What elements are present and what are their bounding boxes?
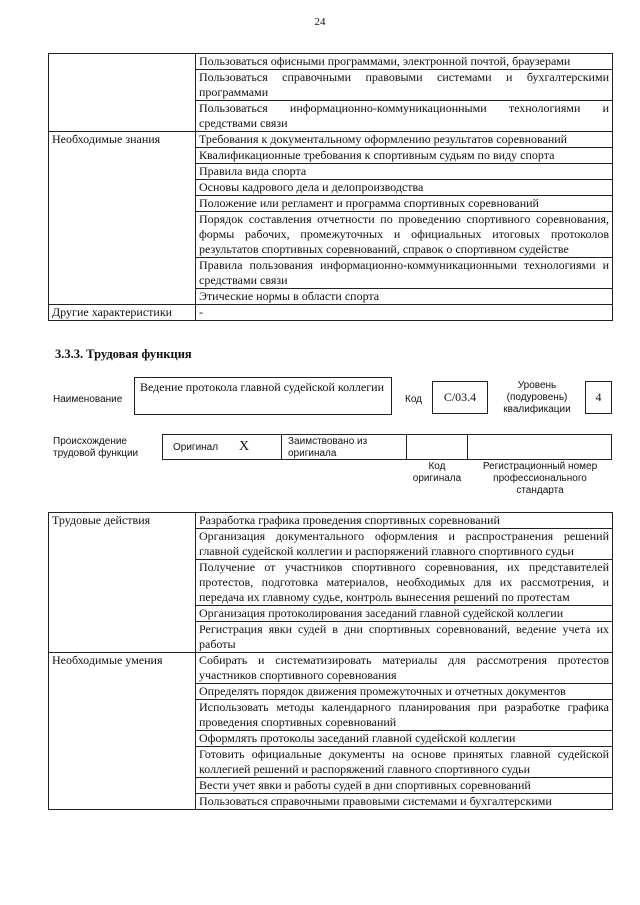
other-label: Другие характеристики [49, 305, 196, 321]
skills-label: Необходимые умения [49, 653, 196, 810]
table-cell: - [196, 305, 613, 321]
table-cell: Получение от участников спортивного соревнования, их представителей протестов, подготовка материалов, необходимых для их рассмотрения, и передача их главному судье, контроль вынесения решений по протестам [196, 560, 613, 606]
table-row [49, 653, 613, 684]
skills-knowledge-table [48, 53, 613, 321]
table-cell: Пользоваться справочными правовыми системами и бухгалтерскими [196, 794, 613, 810]
table-cell: Пользоваться информационно-коммуникационными технологиями и средствами связи [196, 101, 613, 132]
reg-number-label: Регистрационный номер профессионального стандарта [482, 461, 598, 496]
level-label: Уровень (подуровень) квалификации [503, 380, 571, 415]
code-label: Код [405, 394, 423, 405]
level-box [585, 381, 612, 414]
table-cell: Пользоваться офисными программами, электронной почтой, браузерами [196, 54, 613, 70]
table-cell: Порядок составления отчетности по проведению спортивного соревнования, формы рабочих, промежуточных и официальных итоговых протоколов результатов спортивных соревнований, справок о спортивном судействе [196, 212, 613, 258]
table-cell: Организация документального оформления и распространения решений главной судейской коллегии и распоряжений главного спортивного судьи [196, 529, 613, 560]
actions-label: Трудовые действия [49, 513, 196, 653]
table-cell: Организация протоколирования заседаний главной судейской коллегии [196, 606, 613, 622]
table-row [49, 305, 613, 321]
table-cell: Определять порядок движения промежуточных и отчетных документов [196, 684, 613, 700]
table-row [49, 54, 613, 70]
original-label: Оригинал [173, 442, 219, 453]
origin-label: Происхождение трудовой функции [53, 436, 139, 459]
skills-label-cell [49, 54, 196, 132]
original-box [162, 434, 282, 460]
table-cell: Требования к документальному оформлению результатов соревнований [196, 132, 613, 148]
page-number: 24 [314, 16, 326, 28]
table-row [49, 132, 613, 148]
table-cell: Основы кадрового дела и делопроизводства [196, 180, 613, 196]
reg-number-box [467, 434, 612, 460]
table-cell: Этические нормы в области спорта [196, 289, 613, 305]
table-cell: Готовить официальные документы на основе принятых главной судейской коллегией решений и распоряжений главного спортивного судьи [196, 747, 613, 778]
level-value: 4 [595, 390, 602, 404]
table-cell: Регистрация явки судей в дни спортивных соревнований, ведение учета их работы [196, 622, 613, 653]
section-heading: 3.3.3. Трудовая функция [55, 347, 192, 361]
table-cell: Квалификационные требования к спортивным судьям по виду спорта [196, 148, 613, 164]
table-cell: Вести учет явки и работы судей в дни спортивных соревнований [196, 778, 613, 794]
borrowed-box [281, 434, 407, 460]
actions-skills-table [48, 512, 613, 810]
orig-code-label: Код оригинала [412, 461, 462, 484]
original-mark: X [239, 439, 250, 454]
orig-code-box [406, 434, 468, 460]
table-row [49, 513, 613, 529]
knowledge-label: Необходимые знания [49, 132, 196, 305]
name-value: Ведение протокола главной судейской коллегии [140, 380, 385, 394]
table-cell: Использовать методы календарного планирования при разработке графика проведения спортивных соревнований [196, 700, 613, 731]
table-cell: Правила пользования информационно-коммуникационными технологиями и средствами связи [196, 258, 613, 289]
table-cell: Правила вида спорта [196, 164, 613, 180]
code-box [432, 381, 488, 414]
code-value: C/03.4 [443, 390, 477, 404]
borrowed-label: Заимствовано из оригинала [288, 436, 368, 459]
table-cell: Оформлять протоколы заседаний главной судейской коллегии [196, 731, 613, 747]
name-box [134, 377, 392, 415]
table-cell: Пользоваться справочными правовыми системами и бухгалтерскими программами [196, 70, 613, 101]
table-cell: Разработка графика проведения спортивных соревнований [196, 513, 613, 529]
table-cell: Положение или регламент и программа спортивных соревнований [196, 196, 613, 212]
table-cell: Собирать и систематизировать материалы для рассмотрения протестов участников спортивного соревнования [196, 653, 613, 684]
name-label: Наименование [53, 394, 123, 405]
